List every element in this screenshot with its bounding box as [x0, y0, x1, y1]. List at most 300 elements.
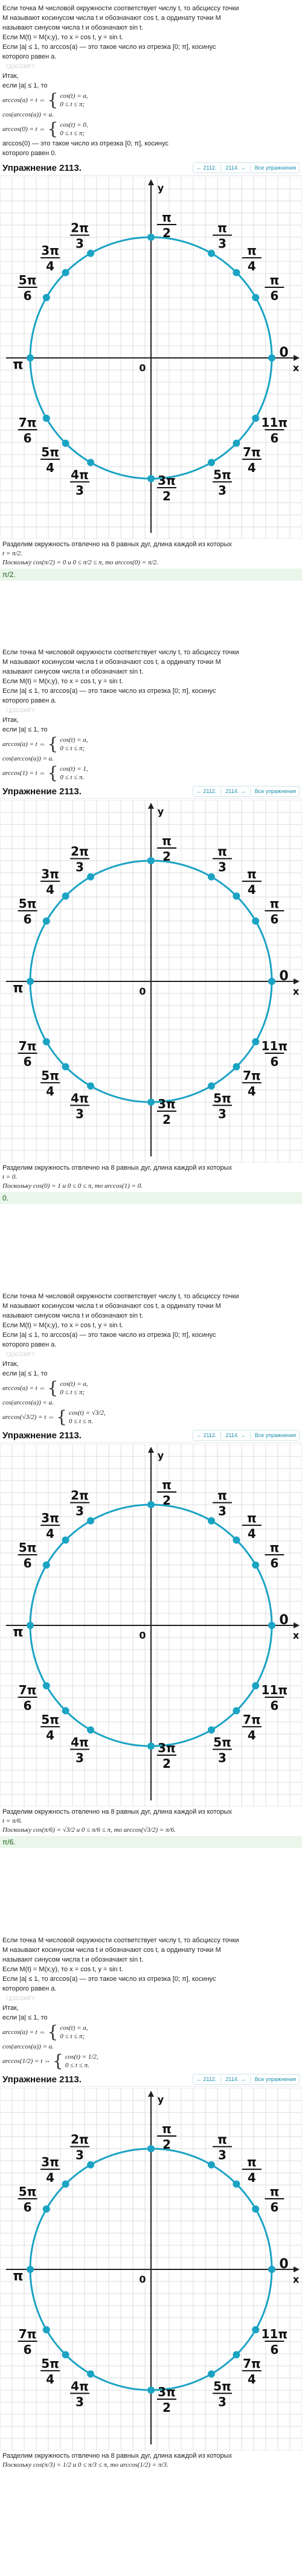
angle-label-numerator: 5π — [41, 444, 59, 459]
angle-label: π — [13, 981, 24, 996]
angle-label-numerator: 2π — [71, 1488, 89, 1503]
definition-row — [2, 1380, 300, 1397]
angle-label-numerator: 3π — [41, 1511, 59, 1526]
angle-label-numerator: 4π — [71, 1091, 89, 1106]
exercise-nav — [193, 1430, 300, 1441]
y-axis-label: y — [157, 806, 164, 817]
angle-label-denominator: 4 — [46, 1526, 55, 1541]
angle-label-numerator: 7π — [18, 1683, 37, 1697]
unit-circle-svg — [0, 177, 302, 539]
circle-point — [43, 1038, 50, 1045]
prev-exercise-link[interactable]: ← 2112. — [196, 788, 217, 794]
circle-point — [147, 2386, 155, 2394]
theory-line: M называют косинусом числа t и обозначают cos t, а ординату точки M — [2, 1302, 221, 1310]
circle-point — [208, 2161, 215, 2169]
instance-row — [2, 765, 300, 782]
answer-text — [0, 539, 302, 569]
theory-line: Если M(t) = M(x;y), то x = cos t, y = sin t. — [2, 1322, 123, 1329]
angle-label-denominator: 4 — [247, 1083, 256, 1098]
circle-point — [147, 2145, 155, 2152]
case-line: 0 ≤ t ≤ π; — [60, 745, 85, 752]
angle-label-numerator: 7π — [243, 2356, 261, 2371]
circle-point — [43, 294, 50, 301]
final-answer: π/6. — [0, 1836, 302, 1848]
circle-point — [233, 893, 240, 900]
itan-text: Итак, — [2, 1360, 19, 1368]
next-exercise-link[interactable]: 2114. → — [225, 165, 246, 171]
angle-label-numerator: 4π — [71, 2379, 89, 2394]
circle-point — [252, 1561, 259, 1569]
y-axis-label: y — [157, 2094, 164, 2105]
case-line: cos(t) = 0, — [60, 121, 88, 129]
exercise-nav — [193, 162, 300, 173]
angle-label-numerator: 3π — [41, 243, 59, 258]
instance-row — [2, 1409, 300, 1426]
angle-label-denominator: 6 — [270, 1556, 279, 1570]
definition-row — [2, 92, 300, 109]
theory-line: Если |a| ≤ 1, то arccos(a) — это такое число из отрезка [0; π], косинус — [2, 1975, 216, 1983]
circle-point — [252, 2205, 259, 2213]
angle-label-numerator: 7π — [18, 415, 37, 430]
unit-circle-figure — [0, 1444, 302, 1806]
angle-label-numerator: 11π — [261, 2327, 288, 2341]
circle-point — [268, 354, 275, 362]
angle-label-denominator: 4 — [46, 1083, 55, 1098]
angle-label-denominator: 3 — [218, 859, 226, 875]
definition-row — [2, 736, 300, 753]
angle-label-denominator: 3 — [218, 1106, 226, 1121]
angle-label-denominator: 6 — [270, 1054, 279, 1069]
instance-cases — [60, 121, 88, 138]
angle-label-numerator: 11π — [261, 415, 288, 430]
theory-line: M называют косинусом числа t и обозначают cos t, а ординату точки M — [2, 1946, 221, 1954]
nav-separator — [250, 2076, 251, 2083]
cos-arccos-line: cos(arccos(a)) = a. — [2, 1399, 54, 1406]
angle-label: 0 — [279, 345, 289, 360]
circle-point — [27, 354, 34, 362]
brace: { — [47, 90, 59, 110]
angle-label-numerator: 3π — [158, 473, 176, 488]
instance-row — [2, 2053, 300, 2070]
answer-text — [0, 2450, 302, 2471]
angle-label-numerator: π — [217, 844, 227, 859]
angle-label-numerator: 5π — [41, 2356, 59, 2371]
brace: { — [47, 119, 59, 139]
circle-point — [233, 1063, 240, 1070]
theory-line: M называют косинусом числа t и обозначают cos t, а ординату точки M — [2, 14, 221, 22]
angle-label-denominator: 3 — [76, 236, 84, 251]
exercise-header — [0, 784, 302, 799]
theory-line: называют синусом числа t и обозначают sin t. — [2, 24, 144, 31]
circle-point — [208, 250, 215, 257]
angle-label-denominator: 3 — [76, 2394, 84, 2409]
all-exercises-link[interactable]: Все упражнения — [254, 788, 296, 794]
theory-line: которого равен a. — [2, 1985, 57, 1992]
all-exercises-link[interactable]: Все упражнения — [254, 2076, 296, 2082]
angle-label-numerator: π — [162, 210, 172, 225]
angle-label-numerator: 7π — [243, 444, 261, 459]
tail-text: которого равен 0. — [2, 150, 57, 157]
nav-separator — [220, 1432, 221, 1439]
exercise-nav — [193, 786, 300, 797]
answer-line: t = π/6. — [2, 1817, 22, 1825]
angle-label-numerator: 5π — [213, 1735, 231, 1750]
definition-left: arccos(a) = t ⇔ — [2, 97, 46, 104]
angle-label-denominator: 6 — [270, 912, 279, 926]
angle-label-numerator: π — [246, 2155, 257, 2170]
theory-line: которого равен a. — [2, 53, 57, 60]
angle-label-denominator: 3 — [218, 2147, 226, 2163]
angle-label-numerator: 3π — [41, 2155, 59, 2170]
origin-label: 0 — [139, 986, 146, 997]
solution-section — [0, 1288, 302, 1932]
case-line: 0 ≤ t ≤ π; — [60, 130, 85, 137]
answer-line: Разделим окружность отвлечно на 8 равных дуг, длина каждой из которых — [2, 1164, 233, 1172]
case-line: 0 ≤ t ≤ π; — [60, 2033, 85, 2040]
watermark: ГДЗCOMFY — [6, 63, 36, 69]
theory-line: Если точка M числовой окружности соответствует числу t, то абсциссу точки — [2, 1937, 239, 1944]
angle-label-numerator: 5π — [41, 1068, 59, 1083]
definition-row — [2, 2024, 300, 2041]
answer-line: Разделим окружность отвлечно на 8 равных дуг, длина каждой из которых — [2, 2452, 233, 2460]
unit-circle-figure — [0, 177, 302, 539]
unit-circle-figure — [0, 800, 302, 1162]
angle-label-denominator: 2 — [162, 849, 171, 864]
circle-point — [43, 917, 50, 925]
circle-point — [43, 1561, 50, 1569]
angle-label-denominator: 3 — [76, 483, 84, 498]
circle-point — [43, 2326, 50, 2333]
next-exercise-link[interactable]: 2114. → — [225, 1432, 246, 1438]
answer-line: Разделим окружность отвлечно на 8 равных дуг, длина каждой из которых — [2, 1808, 233, 1816]
y-axis-arrow — [148, 1447, 154, 1453]
angle-label-numerator: 3π — [158, 1741, 176, 1755]
angle-label-numerator: 5π — [18, 2184, 37, 2199]
angle-label-denominator: 4 — [46, 2170, 55, 2185]
angle-label-denominator: 6 — [23, 431, 32, 445]
case-line: cos(t) = √3/2, — [68, 1409, 106, 1417]
answer-text — [0, 1806, 302, 1836]
angle-label-numerator: 5π — [213, 2379, 231, 2394]
watermark: ГДЗCOMFY — [6, 707, 36, 713]
circle-point — [147, 1742, 155, 1750]
angle-label-numerator: 11π — [261, 1683, 288, 1697]
exercise-header — [0, 161, 302, 176]
x-axis-label: x — [292, 986, 300, 997]
nav-separator — [250, 788, 251, 795]
instance-left: arccos(1/2) = t ⇔ — [2, 2058, 51, 2065]
angle-label-numerator: π — [246, 243, 257, 258]
case-line: cos(t) = a, — [60, 2024, 88, 2032]
circle-point — [62, 1537, 69, 1544]
circle-point — [208, 873, 215, 881]
answer-line: Поскольку cos(π/3) = 1/2 и 0 ≤ π/3 ≤ π, то arccos(1/2) = π/3. — [2, 2461, 169, 2469]
answer-line: t = π/2. — [2, 550, 22, 557]
angle-label-denominator: 3 — [218, 1503, 226, 1519]
angle-label-denominator: 3 — [76, 1503, 84, 1519]
condition-text: если |a| ≤ 1, то — [2, 2014, 48, 2021]
angle-label-denominator: 4 — [247, 1727, 256, 1742]
angle-label-denominator: 6 — [23, 2200, 32, 2214]
angle-label-numerator: 5π — [18, 273, 37, 287]
y-axis-label: y — [157, 182, 164, 194]
circle-point — [147, 857, 155, 864]
angle-label-numerator: 5π — [213, 1091, 231, 1106]
x-axis-label: x — [292, 1630, 300, 1641]
circle-point — [147, 475, 155, 482]
angle-label-numerator: π — [162, 834, 172, 848]
circle-point — [252, 294, 259, 301]
theory-line: которого равен a. — [2, 1341, 57, 1348]
circle-point — [233, 269, 240, 276]
x-axis-arrow — [294, 2266, 300, 2272]
case-line: cos(t) = a, — [60, 736, 88, 744]
condition-text: если |a| ≤ 1, то — [2, 726, 48, 733]
case-line: 0 ≤ t ≤ π; — [60, 101, 85, 108]
angle-label-denominator: 4 — [247, 2371, 256, 2386]
theory-line: Если точка M числовой окружности соответствует числу t, то абсциссу точки — [2, 649, 239, 656]
exercise-title: Упражнение 2113. — [2, 162, 82, 173]
answer-line: Поскольку cos(π/2) = 0 и 0 ≤ π/2 ≤ π, то arccos(0) = π/2. — [2, 559, 158, 566]
angle-label-denominator: 3 — [76, 1106, 84, 1121]
case-line: 0 ≤ t ≤ π. — [68, 1418, 93, 1425]
brace: { — [47, 763, 59, 783]
circle-point — [62, 2351, 69, 2358]
circle-point — [233, 1707, 240, 1714]
angle-label-numerator: 3π — [158, 1097, 176, 1111]
angle-label-numerator: 11π — [261, 1039, 288, 1053]
origin-label: 0 — [139, 362, 146, 374]
angle-label: 0 — [279, 2257, 289, 2272]
angle-label-denominator: 3 — [218, 236, 226, 251]
angle-label-numerator: π — [217, 2132, 227, 2147]
circle-point — [208, 2370, 215, 2377]
nav-separator — [250, 164, 251, 171]
circle-point — [233, 439, 240, 447]
angle-label-numerator: π — [162, 2122, 172, 2136]
circle-point — [87, 2370, 94, 2377]
angle-label-denominator: 6 — [270, 2342, 279, 2357]
angle-label-numerator: 5π — [18, 1540, 37, 1555]
origin-label: 0 — [139, 2274, 146, 2285]
circle-point — [268, 978, 275, 985]
solution-section — [0, 644, 302, 1288]
angle-label-denominator: 4 — [46, 882, 55, 897]
angle-label-numerator: 4π — [71, 1735, 89, 1750]
answer-line: Разделим окружность отвлечно на 8 равных дуг, длина каждой из которых — [2, 541, 233, 548]
angle-label-numerator: 3π — [41, 867, 59, 882]
nav-separator — [220, 788, 221, 795]
itan-text: Итак, — [2, 72, 19, 80]
circle-point — [62, 269, 69, 276]
case-line: cos(t) = 1, — [60, 765, 88, 773]
case-line: cos(t) = a, — [60, 1380, 88, 1388]
angle-label-denominator: 3 — [218, 483, 226, 498]
circle-point — [252, 2326, 259, 2333]
angle-label-numerator: 5π — [41, 1712, 59, 1727]
circle-point — [268, 2266, 275, 2273]
y-axis-arrow — [148, 2091, 154, 2097]
brace: { — [53, 2051, 63, 2071]
nav-separator — [220, 164, 221, 171]
prev-exercise-link[interactable]: ← 2112. — [196, 165, 217, 171]
y-axis-label: y — [157, 1450, 164, 1461]
prev-exercise-link[interactable]: ← 2112. — [196, 1432, 217, 1438]
instance-row — [2, 121, 300, 138]
definition-cases — [60, 2024, 88, 2041]
case-line: 0 ≤ t ≤ π. — [60, 774, 85, 781]
answer-line: Поскольку cos(π/6) = √3/2 и 0 ≤ π/6 ≤ π, то arccos(√3/2) = π/6. — [2, 1826, 176, 1834]
definition-left: arccos(a) = t ⇔ — [2, 2029, 46, 2036]
theory-line: называют синусом числа t и обозначают sin t. — [2, 1956, 144, 1963]
circle-point — [27, 1622, 34, 1629]
angle-label-denominator: 6 — [23, 1698, 32, 1713]
angle-label-numerator: 5π — [213, 467, 231, 482]
angle-label-numerator: 2π — [71, 844, 89, 859]
nav-separator — [220, 2076, 221, 2083]
angle-label: 0 — [279, 1613, 289, 1628]
angle-label-denominator: 6 — [23, 289, 32, 303]
theory-line: Если |a| ≤ 1, то arccos(a) — это такое число из отрезка [0; π], косинус — [2, 687, 216, 695]
nav-separator — [250, 1432, 251, 1439]
angle-label-denominator: 2 — [162, 1112, 171, 1127]
angle-label-denominator: 6 — [23, 2342, 32, 2357]
theory-line: Если M(t) = M(x;y), то x = cos t, y = sin t. — [2, 678, 123, 685]
brace: { — [47, 1378, 59, 1398]
angle-label-numerator: π — [246, 1511, 257, 1526]
itan-text: Итак, — [2, 2004, 19, 2012]
angle-label: π — [13, 1625, 24, 1640]
case-line: 0 ≤ t ≤ π; — [60, 1389, 85, 1396]
angle-label-denominator: 3 — [76, 2147, 84, 2163]
angle-label-denominator: 3 — [76, 1750, 84, 1765]
x-axis-label: x — [292, 362, 300, 374]
angle-label-denominator: 4 — [46, 1727, 55, 1742]
theory-line: которого равен a. — [2, 697, 57, 704]
angle-label-numerator: π — [217, 220, 227, 235]
angle-label-denominator: 3 — [76, 859, 84, 875]
brace: { — [47, 734, 59, 754]
final-answer: 0. — [0, 1192, 302, 1204]
case-line: cos(t) = a, — [60, 92, 88, 100]
angle-label-denominator: 6 — [23, 912, 32, 926]
theory-line: Если |a| ≤ 1, то arccos(a) — это такое число из отрезка [0; π], косинус — [2, 1331, 216, 1339]
angle-label-denominator: 3 — [218, 2394, 226, 2409]
tail-text: arccos(0) — это такое число из отрезка [0; π], косинус — [2, 140, 169, 147]
instance-left: arccos(√3/2) = t ⇔ — [2, 1414, 55, 1421]
condition-text: если |a| ≤ 1, то — [2, 82, 48, 89]
definition-cases — [60, 736, 88, 753]
solution-section — [0, 0, 302, 644]
unit-circle-svg — [0, 2088, 302, 2450]
y-axis-arrow — [148, 803, 154, 809]
theory-text — [0, 1288, 302, 1426]
angle-label-denominator: 4 — [247, 1526, 256, 1541]
angle-label-denominator: 4 — [46, 2371, 55, 2386]
origin-label: 0 — [139, 1630, 146, 1641]
x-axis-arrow — [294, 355, 300, 361]
circle-point — [87, 250, 94, 257]
theory-line: Если точка M числовой окружности соответствует числу t, то абсциссу точки — [2, 1293, 239, 1300]
angle-label-numerator: 7π — [243, 1068, 261, 1083]
angle-label-denominator: 4 — [46, 460, 55, 475]
case-line: 0 ≤ t ≤ π. — [65, 2062, 89, 2069]
angle-label-numerator: 2π — [71, 220, 89, 235]
angle-label-denominator: 3 — [218, 1750, 226, 1765]
theory-line: M называют косинусом числа t и обозначают cos t, а ординату точки M — [2, 658, 221, 666]
circle-point — [87, 1517, 94, 1525]
angle-label-denominator: 2 — [162, 1493, 171, 1508]
instance-cases — [60, 765, 88, 782]
angle-label-numerator: π — [269, 896, 280, 911]
circle-point — [208, 1082, 215, 1089]
circle-point — [87, 1082, 94, 1089]
angle-label-denominator: 6 — [270, 1698, 279, 1713]
prev-exercise-link[interactable]: ← 2112. — [196, 2076, 217, 2082]
instance-cases — [65, 2053, 98, 2070]
circle-point — [27, 2266, 34, 2273]
cos-arccos-line: cos(arccos(a)) = a. — [2, 111, 54, 118]
circle-point — [147, 1501, 155, 1508]
circle-point — [62, 1063, 69, 1070]
circle-point — [87, 459, 94, 466]
angle-label-denominator: 2 — [162, 489, 171, 503]
solution-section — [0, 1932, 302, 2576]
angle-label-numerator: π — [269, 1540, 280, 1555]
theory-text — [0, 644, 302, 782]
definition-cases — [60, 1380, 88, 1397]
angle-label-denominator: 4 — [46, 259, 55, 274]
angle-label-numerator: π — [269, 2184, 280, 2199]
all-exercises-link[interactable]: Все упражнения — [254, 165, 296, 171]
exercise-title: Упражнение 2113. — [2, 1430, 82, 1441]
condition-text: если |a| ≤ 1, то — [2, 1370, 48, 1377]
circle-point — [87, 873, 94, 881]
exercise-header — [0, 2072, 302, 2087]
angle-label: π — [13, 2269, 24, 2284]
angle-label-numerator: 2π — [71, 2132, 89, 2147]
all-exercises-link[interactable]: Все упражнения — [254, 1432, 296, 1438]
circle-point — [43, 415, 50, 422]
angle-label-denominator: 6 — [270, 431, 279, 445]
y-axis-arrow — [148, 179, 154, 185]
exercise-nav — [193, 2074, 300, 2085]
circle-point — [62, 893, 69, 900]
circle-point — [87, 1726, 94, 1733]
x-axis-arrow — [294, 978, 300, 984]
next-exercise-link[interactable]: 2114. → — [225, 788, 246, 794]
exercise-title: Упражнение 2113. — [2, 786, 82, 797]
watermark: ГДЗCOMFY — [6, 1995, 36, 2001]
cos-arccos-line: cos(arccos(a)) = a. — [2, 2043, 54, 2050]
brace: { — [47, 2022, 59, 2042]
circle-point — [252, 415, 259, 422]
final-answer: π/2. — [0, 569, 302, 581]
angle-label-denominator: 6 — [270, 2200, 279, 2214]
angle-label-numerator: π — [162, 1478, 172, 1492]
angle-label-numerator: π — [217, 1488, 227, 1503]
circle-point — [208, 1517, 215, 1525]
circle-point — [62, 439, 69, 447]
circle-point — [147, 1098, 155, 1106]
angle-label-numerator: π — [246, 867, 257, 882]
theory-line: Если точка M числовой окружности соответствует числу t, то абсциссу точки — [2, 5, 239, 12]
next-exercise-link[interactable]: 2114. → — [225, 2076, 246, 2082]
theory-text — [0, 1932, 302, 2070]
circle-point — [252, 1038, 259, 1045]
circle-point — [233, 2351, 240, 2358]
angle-label-denominator: 6 — [23, 1054, 32, 1069]
